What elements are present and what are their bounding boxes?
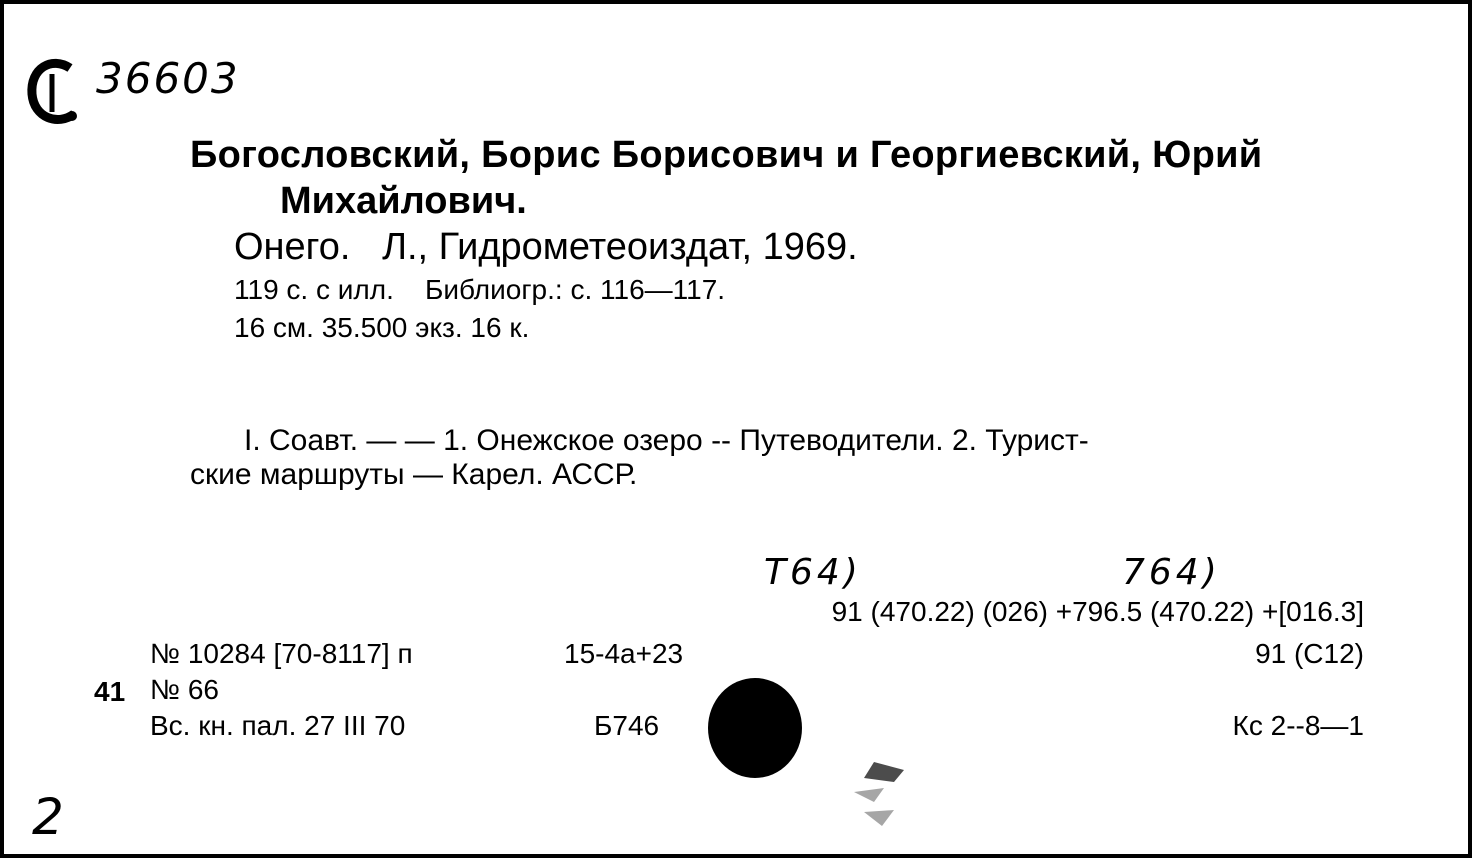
print-code: Б746 [594,710,660,741]
ink-smudge [844,752,924,842]
library-stamp-logo [22,54,84,132]
record-number: № 10284 [70-8117] п [150,638,413,669]
subjects-line-1: I. Соавт. — — 1. Онежское озеро -- Путеводители. 2. Турист- [244,424,1089,457]
punched-hole [708,678,802,778]
call-number: 36603 [96,54,240,103]
kc-code: Кс 2--8—1 [1232,710,1364,741]
handwritten-note-2: 764) [1122,552,1221,593]
author-line-1: Богословский, Борис Борисович и Георгиевский, Юрий [190,134,1263,176]
left-margin-number: 41 [94,676,126,707]
subjects-line-2: ские маршруты — Карел. АССР. [190,458,638,491]
print-info: Вс. кн. пал. 27 III 70 [150,710,406,741]
corner-mark: 2 [32,788,64,846]
classification-line-2: 91 (С12) [1255,638,1364,669]
copy-number: № 66 [150,674,219,705]
classification-line: 91 (470.22) (026) +796.5 (470.22) +[016.3] [831,596,1364,627]
title-imprint: Онего. Л., Гидрометеоиздат, 1969. [234,226,858,268]
size-line: 16 см. 35.500 экз. 16 к. [234,312,530,343]
author-line-2: Михайлович. [280,180,527,222]
record-code: 15-4а+23 [564,638,684,669]
pagination-line: 119 с. с илл. Библиогр.: с. 116—117. [234,274,726,305]
handwritten-note-1: Т64) [764,552,862,593]
